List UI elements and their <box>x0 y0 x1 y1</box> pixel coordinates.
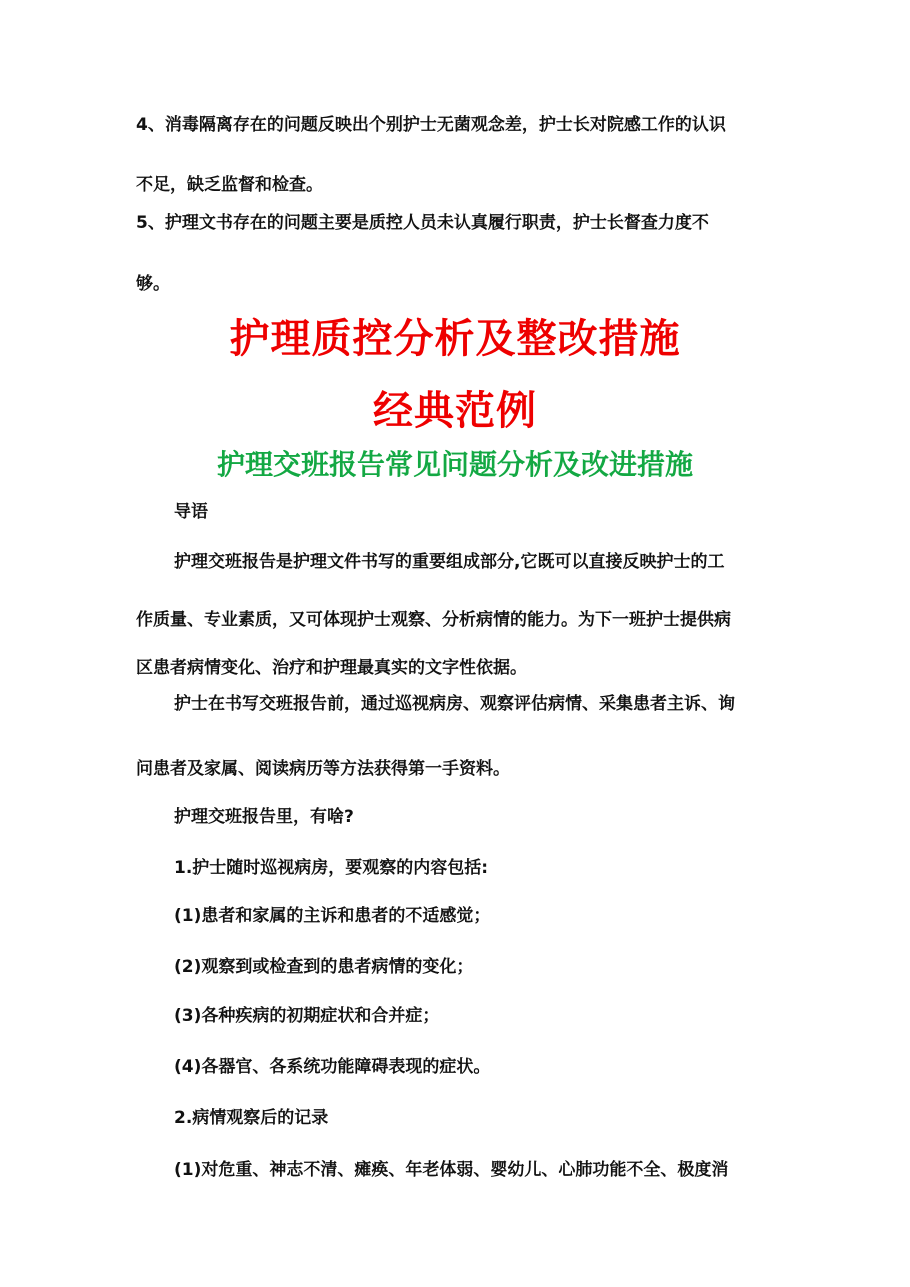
intro-paragraph-line-2: 作质量、专业素质，又可体现护士观察、分析病情的能力。为下一班护士提供病 <box>136 610 731 630</box>
section-2-title: 2.病情观察后的记录 <box>174 1108 329 1128</box>
main-title-line-1: 护理质控分析及整改措施 <box>229 316 681 362</box>
paragraph-4-line-1: 4、消毒隔离存在的问题反映出个别护士无菌观念差，护士长对院感工作的认识 <box>136 115 726 135</box>
main-title-line-2: 经典范例 <box>373 388 537 434</box>
section-2-item-1: (1)对危重、神志不清、瘫痪、年老体弱、婴幼儿、心肺功能不全、极度消 <box>174 1160 729 1180</box>
intro-heading: 导语 <box>174 502 208 522</box>
section-1-item-3: (3)各种疾病的初期症状和合并症； <box>174 1006 440 1026</box>
section-1-item-2: (2)观察到或检查到的患者病情的变化； <box>174 957 474 977</box>
paragraph-5-line-2: 够。 <box>136 274 170 294</box>
paragraph-5-line-1: 5、护理文书存在的问题主要是质控人员未认真履行职责，护士长督查力度不 <box>136 213 709 233</box>
question-heading: 护理交班报告里，有啥? <box>174 807 354 827</box>
method-paragraph-line-2: 问患者及家属、阅读病历等方法获得第一手资料。 <box>136 759 510 779</box>
paragraph-4-line-2: 不足，缺乏监督和检查。 <box>136 175 323 195</box>
method-paragraph-line-1: 护士在书写交班报告前，通过巡视病房、观察评估病情、采集患者主诉、询 <box>174 694 735 714</box>
intro-paragraph-line-1: 护理交班报告是护理文件书写的重要组成部分,它既可以直接反映护士的工 <box>174 552 725 572</box>
sub-title: 护理交班报告常见问题分析及改进措施 <box>216 448 693 481</box>
section-1-title: 1.护士随时巡视病房，要观察的内容包括: <box>174 858 489 878</box>
section-1-item-4: (4)各器官、各系统功能障碍表现的症状。 <box>174 1057 491 1077</box>
section-1-item-1: (1)患者和家属的主诉和患者的不适感觉； <box>174 906 491 926</box>
intro-paragraph-line-3: 区患者病情变化、治疗和护理最真实的文字性依据。 <box>136 658 527 678</box>
